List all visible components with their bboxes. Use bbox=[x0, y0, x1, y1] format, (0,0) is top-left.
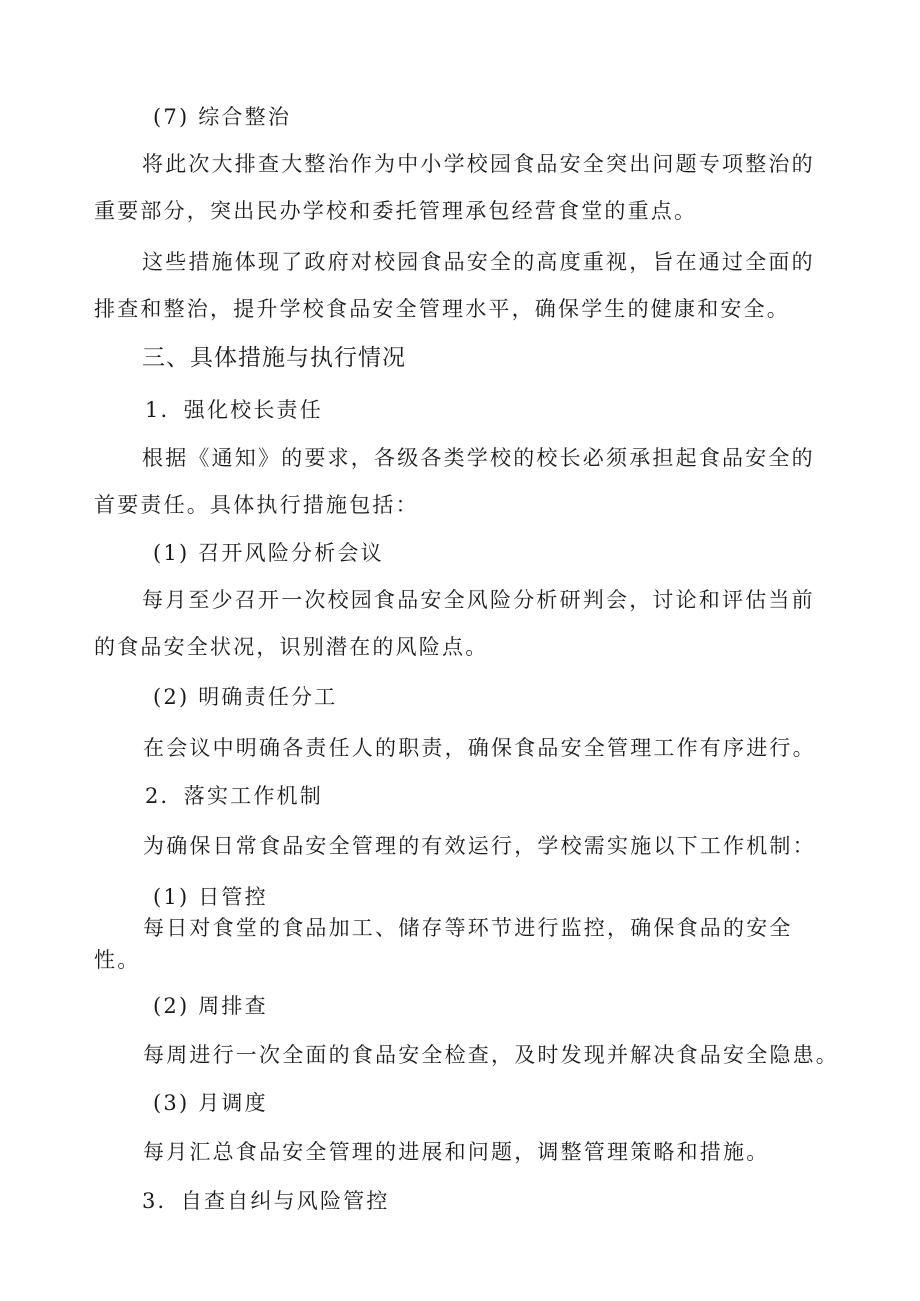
subsection-1-item-1-title: (1) 召开风险分析会议 bbox=[153, 541, 384, 565]
subsection-2-paragraph: 为确保日常食品安全管理的有效运行，学校需实施以下工作机制： bbox=[143, 834, 816, 858]
subsection-3-title: 3．自查自纠与风险管控 bbox=[142, 1189, 390, 1213]
item-7-paragraph: 将此次大排查大整治作为中小学校园食品安全突出问题专项整治的重要部分，突出民办学校和委托管理承包经营食堂的重点。 bbox=[94, 152, 815, 223]
subsection-1-item-1-paragraph: 每月至少召开一次校园食品安全风险分析研判会，讨论和评估当前的食品安全状况，识别潜在的风险点。 bbox=[94, 588, 815, 659]
subsection-1-item-2-title: (2) 明确责任分工 bbox=[153, 685, 338, 709]
subsection-2-item-1-title: (1) 日管控 bbox=[153, 885, 268, 909]
subsection-2-item-2-title: (2) 周排查 bbox=[153, 994, 268, 1018]
subsection-1-item-2-paragraph: 在会议中明确各责任人的职责，确保食品安全管理工作有序进行。 bbox=[143, 736, 816, 760]
subsection-2-item-3-title: (3) 月调度 bbox=[153, 1091, 268, 1115]
summary-paragraph: 这些措施体现了政府对校园食品安全的高度重视，旨在通过全面的排查和整治，提升学校食品安全管理水平，确保学生的健康和安全。 bbox=[94, 250, 815, 321]
subsection-2-item-1-paragraph-line-2: 性。 bbox=[94, 948, 141, 972]
item-7-title: (7) 综合整治 bbox=[153, 105, 292, 129]
subsection-2-title: 2．落实工作机制 bbox=[145, 784, 323, 808]
section-3-heading: 三、具体措施与执行情况 bbox=[142, 345, 406, 371]
subsection-2-item-1-paragraph-line-1: 每日对食堂的食品加工、储存等环节进行监控，确保食品的安全 bbox=[143, 916, 793, 940]
subsection-2-item-3-paragraph: 每月汇总食品安全管理的进展和问题，调整管理策略和措施。 bbox=[143, 1140, 770, 1164]
subsection-2-item-2-paragraph: 每周进行一次全面的食品安全检查，及时发现并解决食品安全隐患。 bbox=[143, 1043, 839, 1067]
subsection-1-paragraph: 根据《通知》的要求，各级各类学校的校长必须承担起食品安全的首要责任。具体执行措施包括： bbox=[94, 446, 815, 517]
subsection-1-title: 1．强化校长责任 bbox=[145, 398, 323, 422]
